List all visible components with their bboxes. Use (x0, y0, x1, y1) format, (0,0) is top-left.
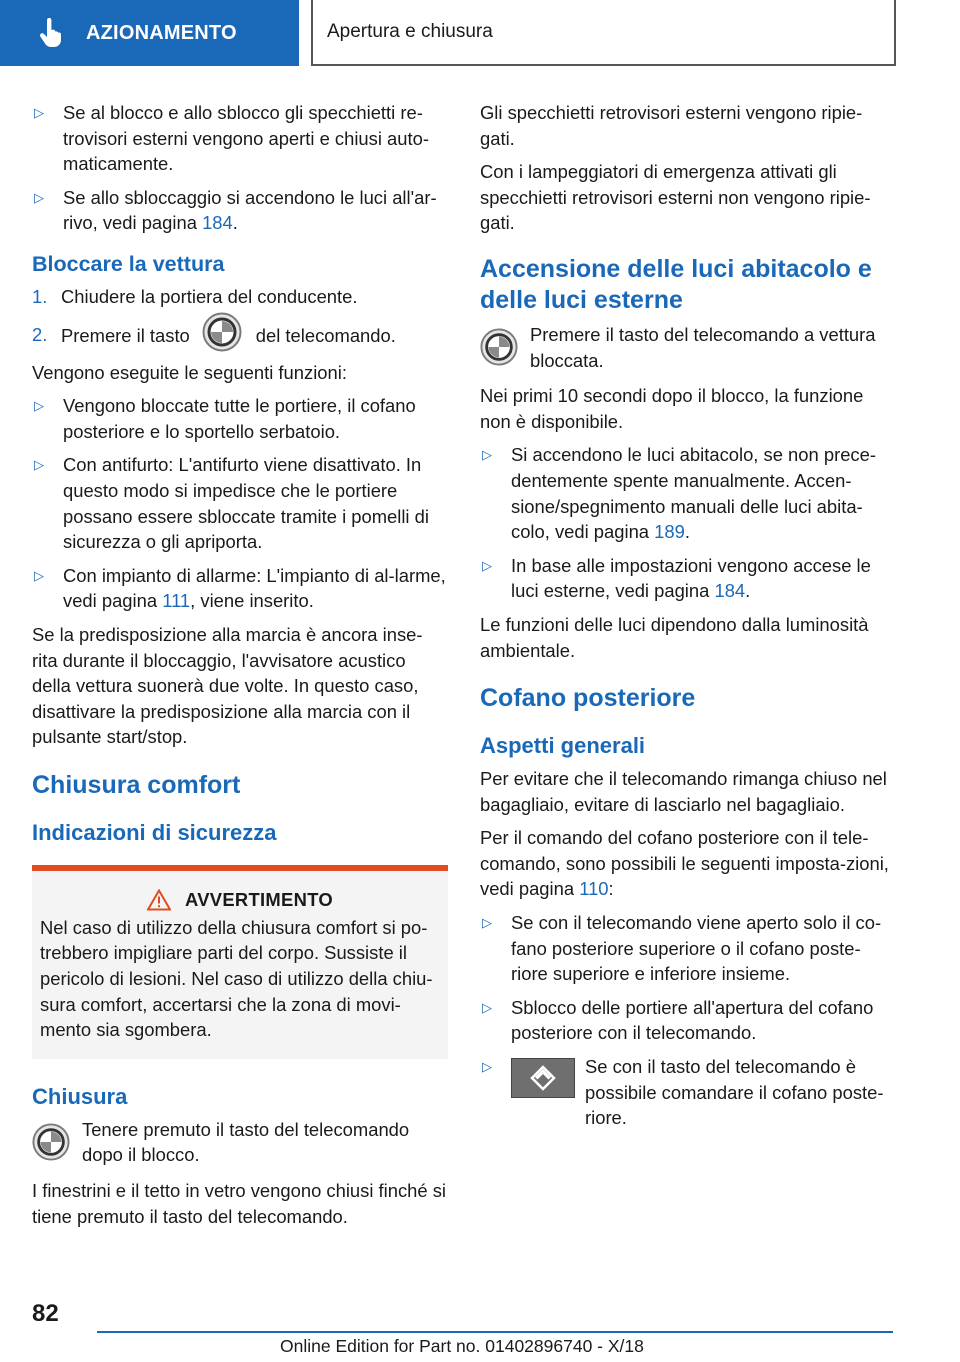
chapter-label: AZIONAMENTO (86, 21, 237, 44)
step-number: 2. (32, 323, 48, 345)
step-number: 1. (32, 285, 48, 307)
page-link[interactable]: 110 (579, 878, 609, 900)
bullet-text: Se con il tasto del telecomando è possibile comandare il cofano poste-riore. (585, 1056, 884, 1129)
list-item (32, 452, 448, 554)
trunk-button-icon (511, 1058, 575, 1098)
triangle-bullet-icon: ▷ (34, 457, 44, 473)
chapter-tab[interactable] (0, 0, 299, 66)
list-item (32, 100, 448, 177)
bullet-text: In base alle impostazioni vengono accese le luci esterne, vedi pagina (511, 554, 871, 602)
close-key-row (32, 1117, 448, 1168)
bullet-text: Se allo sbloccaggio si accendono le luci all'ar-rivo, vedi pagina (63, 186, 437, 234)
warning-triangle-icon (147, 889, 171, 911)
heading-safety-notes: Indicazioni di sicurezza (32, 819, 277, 845)
bmw-logo-key-icon (202, 312, 242, 352)
triangle-bullet-icon: ▷ (34, 567, 44, 583)
heading-lights: Accensione delle luci abitacolo e delle luci esterne (480, 254, 872, 314)
hazard-note-paragraph: Con i lampeggiatori di emergenza attivati gli specchietti retrovisori esterni non vengono ripie-gati. (480, 161, 871, 234)
triangle-bullet-icon: ▷ (34, 105, 44, 120)
step-text: Premere il tasto (61, 324, 190, 346)
list-item (32, 393, 448, 444)
triangle-bullet-icon: ▷ (482, 557, 492, 573)
close-key-text: Tenere premuto il tasto del telecomando dopo il blocco. (82, 1118, 410, 1166)
lights-key-row (480, 322, 896, 373)
heading-general: Aspetti generali (480, 733, 646, 759)
warning-box (32, 865, 448, 1059)
triangle-bullet-icon: ▷ (34, 189, 44, 205)
page-link[interactable]: 184 (202, 212, 233, 234)
bullet-text: Vengono bloccate tutte le portiere, il cofano posteriore e lo sportello serbatoio. (63, 395, 416, 442)
bmw-logo-key-icon (480, 328, 518, 366)
functions-intro: Vengono eseguite le seguenti funzioni: (32, 361, 347, 383)
mirrors-fold-paragraph: Gli specchietti retrovisori esterni vengono ripie-gati. (480, 102, 863, 149)
section-tab[interactable] (311, 0, 896, 66)
left-column (32, 100, 448, 1237)
triangle-bullet-icon: ▷ (34, 398, 44, 414)
list-item (32, 563, 448, 614)
bullet-text: Con antifurto: L'antifurto viene disattivato. In questo modo si impedisce che le portiere possano essere sbloccate tramite i pomelli di sicurezza o gli apriporta. (63, 454, 429, 553)
list-item (480, 995, 896, 1046)
step-item (32, 284, 448, 310)
bullet-text: , viene inserito. (190, 590, 314, 612)
page-number: 82 (32, 1300, 59, 1327)
warning-title: AVVERTIMENTO (184, 888, 333, 910)
list-item: ▷ In base alle impostazioni vengono accese le luci esterne, vedi pagina 184. (480, 553, 896, 604)
warning-text: Nel caso di utilizzo della chiusura comfort si po-trebbero impigliare parti del corpo. Sussiste il pericolo di lesioni. Nel caso di utilizzo della chiu-sura comfort, accertarsi che la zona di movi-mento sia sgombera. (40, 916, 433, 1041)
bullet-text: Se al blocco e allo sblocco gli specchietti re-trovisori esterni vengono aperti e chiusi auto-maticamente. (63, 102, 429, 175)
first10-paragraph: Nei primi 10 secondi dopo il blocco, la funzione non è disponibile. (480, 385, 864, 432)
triangle-bullet-icon: ▷ (482, 1059, 492, 1075)
triangle-bullet-icon: ▷ (482, 915, 492, 931)
step-text: del telecomando. (255, 324, 396, 346)
heading-trunk: Cofano posteriore (480, 684, 696, 713)
bullet-text: Con impianto di allarme: L'impianto di al-larme, vedi pagina (63, 564, 446, 612)
bullet-text: Sblocco delle portiere all'apertura del cofano posteriore con il telecomando. (511, 996, 874, 1044)
list-item (480, 910, 896, 987)
general2-paragraph: Per il comando del cofano posteriore con il tele-comando, sono possibili le seguenti imposta-zioni, vedi pagina (480, 827, 889, 900)
heading-lock-vehicle: Bloccare la vettura (32, 251, 225, 276)
light-dep-paragraph: Le funzioni delle luci dipendono dalla luminosità ambientale. (480, 613, 869, 661)
drive-ready-paragraph: Se la predisposizione alla marcia è ancora inse-rita durante il bloccaggio, l'avvisatore acustico della vettura suonerà due volte. In questo caso, disattivare la predisposizione alla marcia con il pulsante start/stop. (32, 623, 423, 748)
triangle-bullet-icon: ▷ (482, 447, 492, 463)
bmw-logo-key-icon (32, 1123, 70, 1161)
right-column: Gli specchietti retrovisori esterni vengono ripie-gati. Con i lampeggiatori di emergenza attivati gli specchietti retrovisori esterni non vengono ripie-gati. Accensione delle luci abitacolo e delle luci esterne Premere il tasto del telecomando a vettura bloccata. Nei primi 10 secondi dopo il blocco, la funzione non è disponibile. ▷ Si accendono le luci abitacolo, se non prece-dentemente spente manualmente. Accen-sione/spegnimento manuali delle luci abita-colo, vedi pagina 189. ▷ In base alle impostazioni vengono accese le luci esterne, vedi pagina 184. Le funzioni delle luci dipendono dalla luminosità ambientale. Cofano posteriore Aspetti generali Per evitare che il telecomando rimanga chiuso nel bagagliaio, evitare di lasciarlo nel bagagliaio. Per il comando del cofano posteriore con il tele-comando, sono possibili le seguenti imposta-zioni, vedi pagina 110: ▷ Se con il telecomando viene aperto solo il co-fano posteriore superiore o il cofano poste-riore superiore e inferiore insieme. ▷ Sblocco delle portiere all'apertura del cofano posteriore con il telecomando. ▷ Se con il tasto del telecomando è possibile comandare il cofano poste-riore. (480, 100, 896, 1139)
bullet-text: Se con il telecomando viene aperto solo il co-fano posteriore superiore o il cofano poste-riore superiore e inferiore insieme. (511, 912, 882, 985)
hand-pointer-icon (38, 18, 64, 48)
footer-divider (97, 1331, 893, 1333)
footer-edition: Online Edition for Part no. 01402896740 - X/18 (280, 1336, 644, 1356)
section-label: Apertura e chiusura (327, 21, 493, 42)
page-link[interactable]: 111 (162, 590, 191, 612)
list-item: ▷ Si accendono le luci abitacolo, se non prece-dentemente spente manualmente. Accen-sione/spegnimento manuali delle luci abita-colo, vedi pagina 189. (480, 442, 896, 544)
close-windows-paragraph: I finestrini e il tetto in vetro vengono chiusi finché si tiene premuto il tasto del telecomando. (32, 1180, 447, 1227)
triangle-bullet-icon: ▷ (482, 999, 492, 1015)
bullet-text: Si accendono le luci abitacolo, se non prece-dentemente spente manualmente. Accen-sione/spegnimento manuali delle luci abita-colo, vedi pagina (511, 444, 876, 543)
step-text: Chiudere la portiera del conducente. (61, 285, 358, 307)
step-item (32, 322, 448, 352)
lights-key-text: Premere il tasto del telecomando a vettura bloccata. (530, 323, 876, 371)
page-link[interactable]: 184 (714, 580, 746, 602)
general1-paragraph: Per evitare che il telecomando rimanga chiuso nel bagagliaio, evitare di lasciarlo nel bagagliaio. (480, 768, 887, 815)
list-item (480, 1054, 896, 1131)
heading-closing: Chiusura (32, 1083, 128, 1109)
page-link[interactable]: 189 (654, 521, 685, 543)
heading-comfort-closing: Chiusura comfort (32, 770, 241, 799)
list-item: ▷ Se allo sbloccaggio si accendono le luci all'ar-rivo, vedi pagina 184. (32, 185, 448, 236)
